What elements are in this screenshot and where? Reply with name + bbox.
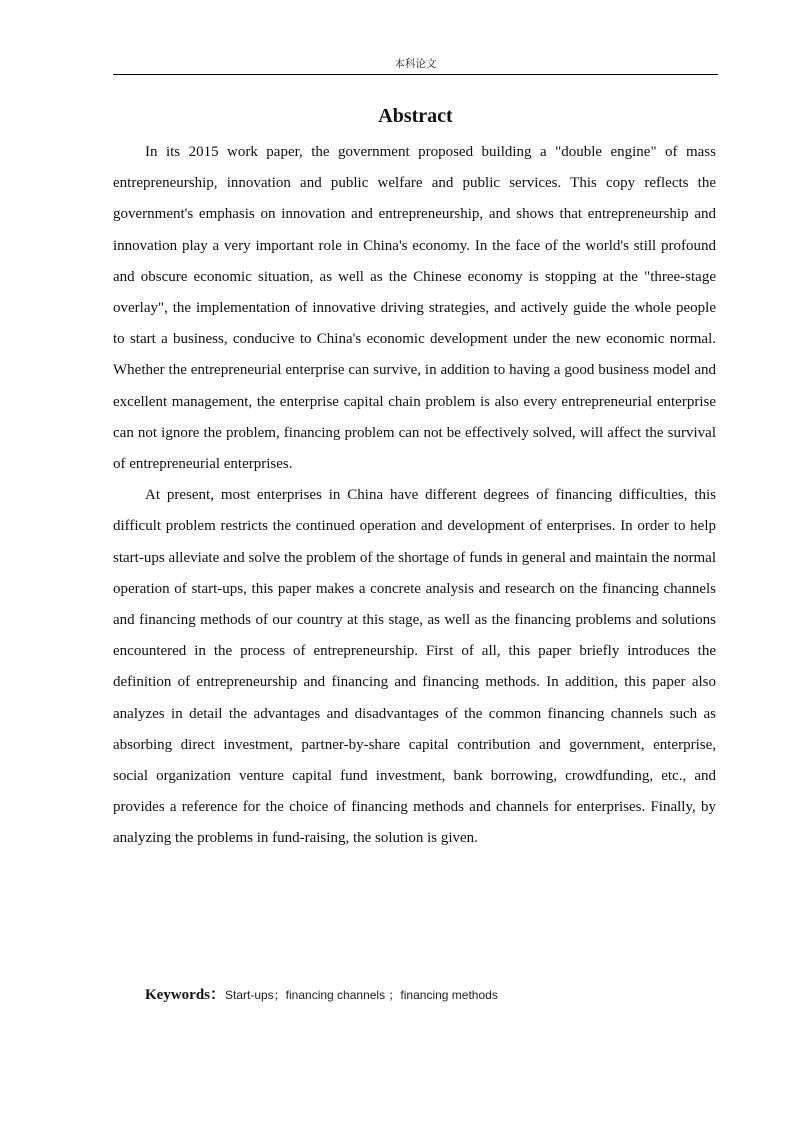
- abstract-paragraph-2: At present, most enterprises in China have different degrees of financing difficulties, this difficult problem restricts the continued operation and development of enterprises. In order to help start-ups alleviate and solve the problem of the shortage of funds in general and maintain the normal operation of start-ups, this paper makes a concrete analysis and research on the financing channels and financing methods of our country at this stage, as well as the financing problems and solutions encountered in the process of entrepreneurship. First of all, this paper briefly introduces the definition of entrepreneurship and financing and financing methods. In addition, this paper also analyzes in detail the advantages and disadvantages of the common financing channels such as absorbing direct investment, partner-by-share capital contribution and government, enterprise, social organization venture capital fund investment, bank borrowing, crowdfunding, etc., and provides a reference for the choice of financing methods and channels for enterprises. Finally, by analyzing the problems in fund-raising, the solution is given.: [113, 487, 716, 847]
- abstract-body: [113, 137, 716, 855]
- page-header: [113, 58, 718, 75]
- keywords-value: Start-ups；financing channels ；financing methods: [225, 988, 498, 1002]
- header-text: 本科论文: [394, 58, 437, 70]
- keywords-label: Keywords：: [145, 987, 225, 1003]
- abstract-paragraph-1: In its 2015 work paper, the government proposed building a "double engine" of mass entrepreneurship, innovation and public welfare and public services. This copy reflects the government's emphasis on innovation and entrepreneurship, and shows that entrepreneurship and innovation play a very important role in China's economy. In the face of the world's still profound and obscure economic situation, as well as the Chinese economy is stopping at the "three-stage overlay", the implementation of innovative driving strategies, and actively guide the whole people to start a business, conducive to China's economic development under the new economic normal. Whether the entrepreneurial enterprise can survive, in addition to having a good business model and excellent management, the enterprise capital chain problem is also every entrepreneurial enterprise can not ignore the problem, financing problem can not be effectively solved, will affect the survival of entrepreneurial enterprises.: [113, 144, 716, 473]
- abstract-title: Abstract: [378, 105, 453, 127]
- keywords-line: [145, 984, 705, 1006]
